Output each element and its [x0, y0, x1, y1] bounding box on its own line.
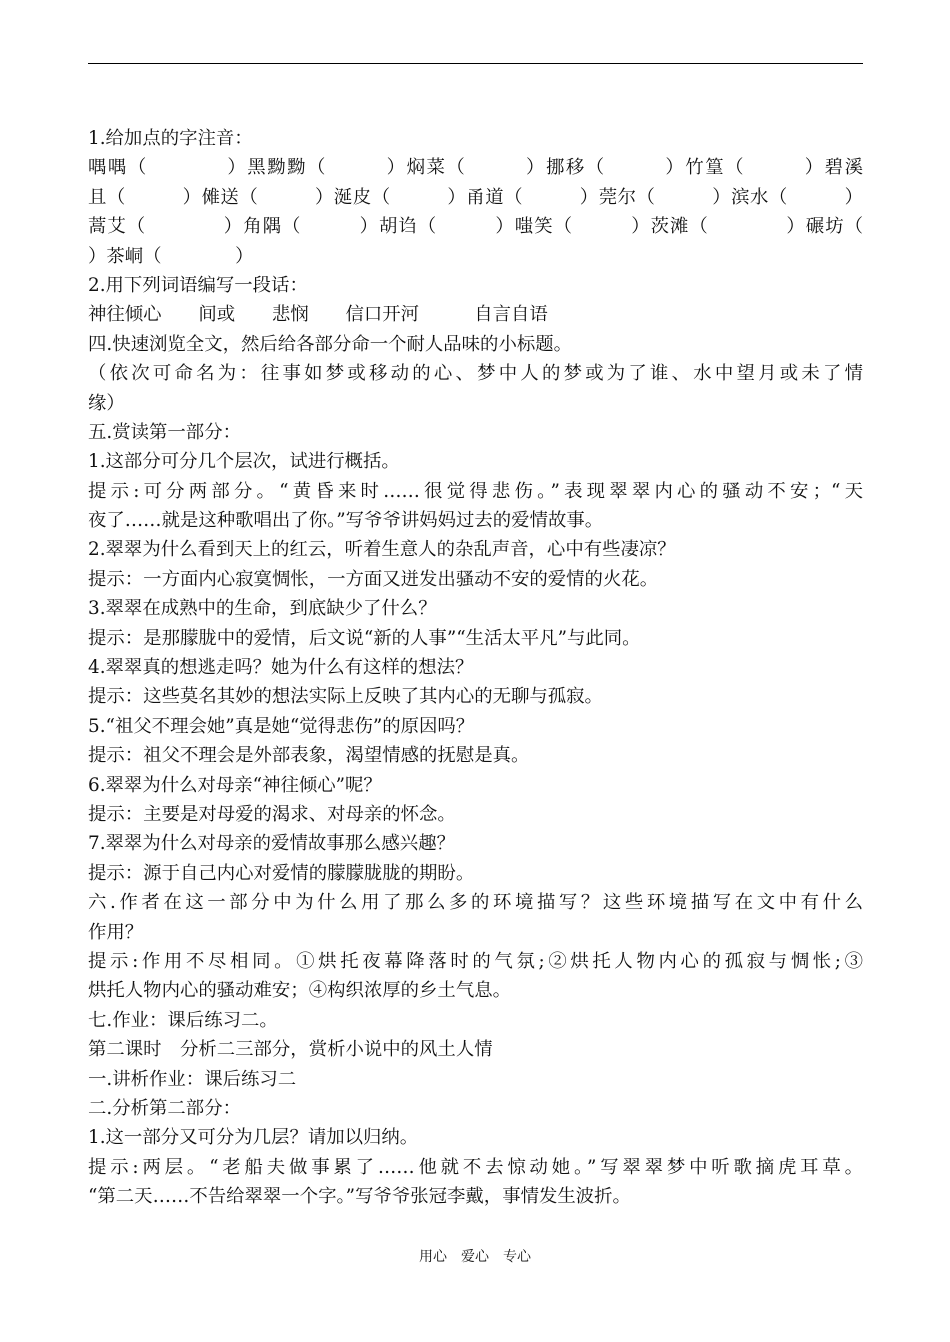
text-line: 提示：源于自己内心对爱情的朦朦胧胧的期盼。: [88, 862, 475, 884]
page-footer: 用心 爱心 专心: [419, 1249, 531, 1265]
text-line: 2.用下列词语编写一段话：: [88, 274, 308, 296]
text-line: 第二课时 分析二三部分，赏析小说中的风土人情: [88, 1039, 493, 1061]
text-line: 7.翠翠为什么对母亲的爱情故事那么感兴趣？: [88, 833, 455, 855]
text-line: 1.这部分可分几个层次，试进行概括。: [88, 451, 400, 473]
header-rule: [88, 63, 863, 64]
text-line: 6.翠翠为什么对母亲“神往倾心”呢？: [88, 774, 382, 796]
text-line: 提示:作用不尽相同。①烘托夜幕降落时的气氛;②烘托人物内心的孤寂与惆怅;③: [88, 950, 863, 972]
text-line: 烘托人物内心的骚动难安；④构织浓厚的乡土气息。: [88, 980, 511, 1002]
text-line: “第二天……不告给翠翠一个字。”写爷爷张冠李戴，事情发生波折。: [88, 1186, 631, 1208]
text-line: 作用？: [88, 921, 144, 943]
text-line: 七.作业：课后练习二。: [88, 1009, 278, 1031]
text-line: 神往倾心 间或 悲悯 信口开河 自言自语: [88, 304, 548, 326]
text-line: 一.讲析作业：课后练习二: [88, 1068, 297, 1090]
text-line: 缘）: [88, 392, 125, 414]
text-line: 蒿艾（ ）角隅（ ）胡诌（ ）嗤笑（ ）茨滩（ ）碾坊（: [88, 216, 863, 238]
text-line: （依次可命名为：往事如梦或移动的心、梦中人的梦或为了谁、水中望月或未了情: [88, 363, 863, 385]
text-line: 夜了……就是这种歌唱出了你。”写爷爷讲妈妈过去的爱情故事。: [88, 510, 604, 532]
text-line: 提示：祖父不理会是外部表象，渴望情感的抚慰是真。: [88, 745, 530, 767]
text-line: 二.分析第二部分：: [88, 1097, 241, 1119]
text-line: 5.“祖父不理会她”真是她“觉得悲伤”的原因吗？: [88, 715, 475, 737]
text-line: 六.作者在这一部分中为什么用了那么多的环境描写？这些环境描写在文中有什么: [88, 892, 863, 914]
text-line: 提示：主要是对母爱的渴求、对母亲的怀念。: [88, 803, 456, 825]
text-line: ）茶峒（ ）: [88, 245, 254, 267]
document-body: [88, 124, 863, 1211]
text-line: 四.快速浏览全文，然后给各部分命一个耐人品味的小标题。: [88, 333, 573, 355]
text-line: 提示：是那朦胧中的爱情，后文说“新的人事”“生活太平凡”与此同。: [88, 627, 641, 649]
text-line: 2.翠翠为什么看到天上的红云，听着生意人的杂乱声音，心中有些凄凉？: [88, 539, 676, 561]
text-line: 提示：一方面内心寂寞惆怅，一方面又迸发出骚动不安的爱情的火花。: [88, 568, 659, 590]
text-line: 1.给加点的字注音：: [88, 128, 253, 149]
text-line: 4.翠翠真的想逃走吗？她为什么有这样的想法？: [88, 657, 474, 679]
text-line: 五.赏读第一部分：: [88, 421, 241, 443]
text-line: 提示：这些莫名其妙的想法实际上反映了其内心的无聊与孤寂。: [88, 686, 603, 708]
text-line: 提示:可分两部分。“黄昏来时……很觉得悲伤。”表现翠翠内心的骚动不安；“天: [88, 480, 863, 502]
text-line: 3.翠翠在成熟中的生命，到底缺少了什么？: [88, 598, 437, 620]
text-line: 且（ ）傩送（ ）涎皮（ ）甬道（ ）莞尔（ ）滨水（ ）: [88, 186, 863, 208]
text-line: 喁喁（ ）黑黝黝（ ）焖菜（ ）挪移（ ）竹篁（ ）碧溪: [88, 157, 863, 179]
text-line: 1.这一部分又可分为几层？请加以归纳。: [88, 1127, 419, 1149]
text-line: 提示:两层。“老船夫做事累了……他就不去惊动她。”写翠翠梦中听歌摘虎耳草。: [88, 1156, 863, 1178]
